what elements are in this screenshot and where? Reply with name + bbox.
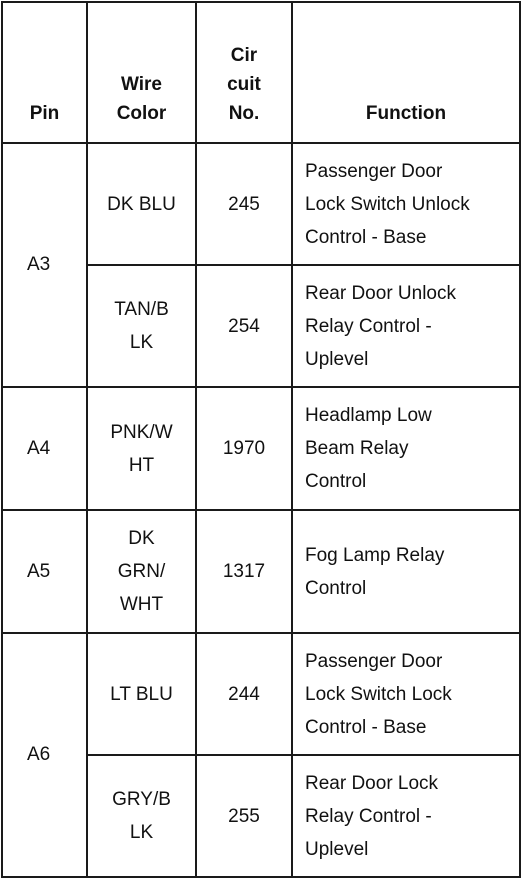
function-cell: Passenger Door Lock Switch Lock Control - Base [292, 633, 520, 755]
pin-cell: A6 [2, 633, 87, 877]
header-function: Function [292, 2, 520, 143]
circuit-no-cell: 254 [196, 265, 292, 387]
function-cell: Headlamp Low Beam Relay Control [292, 387, 520, 510]
circuit-no-cell: 244 [196, 633, 292, 755]
function-cell: Fog Lamp Relay Control [292, 510, 520, 633]
wire-color-cell: GRY/B LK [87, 755, 196, 877]
function-cell: Passenger Door Lock Switch Unlock Control - Base [292, 143, 520, 265]
function-cell: Rear Door Unlock Relay Control - Uplevel [292, 265, 520, 387]
wire-color-cell: DK GRN/ WHT [87, 510, 196, 633]
circuit-no-cell: 1970 [196, 387, 292, 510]
wire-color-cell: DK BLU [87, 143, 196, 265]
circuit-no-cell: 245 [196, 143, 292, 265]
wire-color-cell: PNK/W HT [87, 387, 196, 510]
pin-cell: A4 [2, 387, 87, 510]
connector-pin-table [1, 1, 521, 878]
pin-cell: A3 [2, 143, 87, 387]
function-cell: Rear Door Lock Relay Control - Uplevel [292, 755, 520, 877]
header-row [2, 2, 520, 143]
wire-color-cell: LT BLU [87, 633, 196, 755]
table-row [2, 387, 520, 510]
table-row [2, 510, 520, 633]
circuit-no-cell: 255 [196, 755, 292, 877]
header-pin: Pin [2, 2, 87, 143]
pin-cell: A5 [2, 510, 87, 633]
circuit-no-cell: 1317 [196, 510, 292, 633]
table-row [2, 143, 520, 265]
header-wire-color: Wire Color [87, 2, 196, 143]
wire-color-cell: TAN/B LK [87, 265, 196, 387]
header-circuit-no: Cir cuit No. [196, 2, 292, 143]
table-row [2, 633, 520, 755]
